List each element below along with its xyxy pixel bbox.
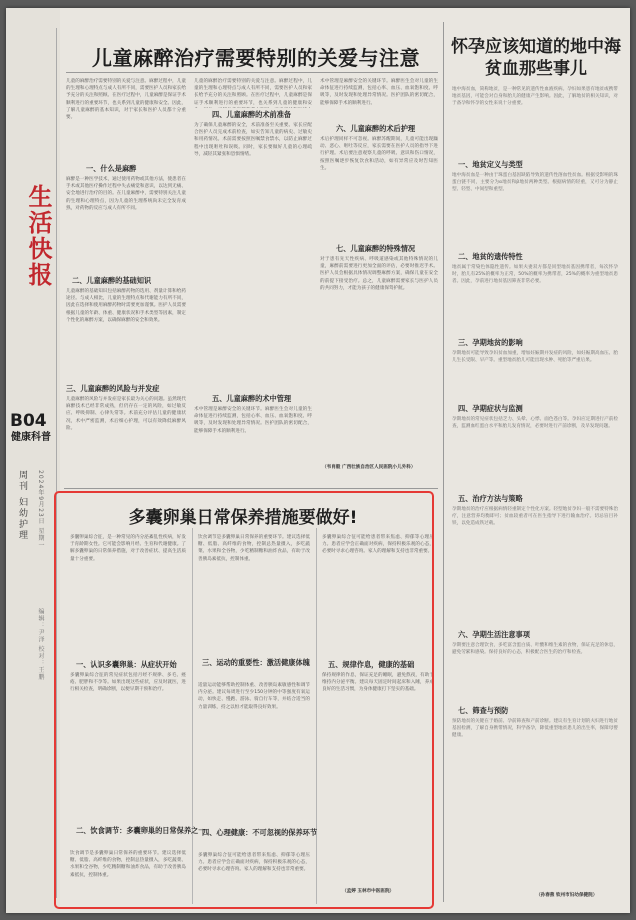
section-rule	[64, 488, 438, 489]
title-rule	[66, 72, 438, 73]
masthead-logo: 生活快报	[24, 184, 53, 288]
article1-para-1: 麻醉是一种医学技术，通过使用药物或其他方法，使患者在手术或其他医疗操作过程中失去痛觉和意识，以达到无痛、安全地进行治疗的目的。在儿童麻醉中，需要特别关注儿童的生理和心理特点，因为儿童的生理系统尚未完全发育成熟，对药物的反应与成人有所不同。	[66, 177, 186, 211]
article2-subhead-6: 六、孕期生活注意事项	[458, 630, 530, 639]
article3-intro: 多囊卵巢综合征，是一种常见的内分泌紊乱性疾病，好发于育龄期女性。它可能会影响月经、生育和代谢健康。了解多囊卵巢的日常保养措施，对于改善症状、提高生活质量十分重要。	[70, 535, 186, 562]
article2-subhead-4: 四、孕期症状与监测	[458, 404, 523, 413]
article1-para-5: 术中管理是麻醉安全的关键环节。麻醉医生会对儿童的生命体征进行持续监测，包括心率、血压、血氧饱和度、呼吸等，及时发现和处理异常情况。医护团队的密切配合，能够保障手术的顺利进行。	[194, 407, 312, 434]
issue-date: 2024年9月23日 星期一	[37, 470, 44, 549]
article3-col2-top: 饮食调节是多囊卵巢日常保养的重要环节。建议选择低糖、低脂、高纤维的食物，控制总热量摄入，多吃蔬菜、水果和全谷物，少吃精制糖和油炸食品，有助于改善胰岛素抵抗，控制体重。	[198, 535, 310, 562]
article2-subhead-1: 一、地贫定义与类型	[458, 160, 523, 169]
article1-para-2: 儿童麻醉的基础知识包括麻醉药物的选用、剂量计算和给药途径。与成人相比，儿童的生理特点和代谢能力有所不同，因此在选择和使用麻醉药物时需要更加谨慎。医护人员需要根据儿童的年龄、体重、健康状况和手术类型等因素，制定个性化的麻醉方案，以确保麻醉的安全和效果。	[66, 289, 186, 323]
weekly-text: 周刊	[17, 470, 27, 492]
article3-title: 多囊卵巢日常保养措施要做好!	[128, 508, 358, 528]
article3-subhead-4: 四、心理健康：不可忽视的保养环节	[202, 828, 318, 837]
article3-subhead-3: 三、运动的重要性：激活健康体魄	[202, 658, 310, 667]
article1-title: 儿童麻醉治疗需要特别的关爱与注意	[92, 46, 420, 70]
article3-para-1: 多囊卵巢综合征的常见症状包括月经不规律、多毛、痤疮、肥胖和不孕等。如果出现这些症状，应及时就医，进行相关检查，明确诊断，以便早期干预和治疗。	[70, 673, 186, 693]
article1-col3-top: 术中管理是麻醉安全的关键环节。麻醉医生会对儿童的生命体征进行持续监测，包括心率、血压、血氧饱和度、呼吸等，及时发现和处理异常情况。医护团队的密切配合，能够保障手术的顺利进行。	[320, 79, 438, 106]
article1-subhead-4: 四、儿童麻醉的术前准备	[212, 110, 292, 119]
section-name: 健康科普	[11, 432, 51, 443]
article2-author: （孙春燕 钦州市妇幼保健院）	[536, 893, 598, 898]
article1-col2-top: 儿童的麻醉治疗需要特别的关爱与注意。麻醉过程中，儿童的生理和心理特点与成人有所不同，需要医护人员和家长给予充分的关注和照顾。在医疗过程中，儿童麻醉是保证手术顺利进行的重要环节，也关系到儿童的健康和安	[194, 79, 312, 106]
weekly-label	[16, 470, 29, 541]
article3-para-4: 多囊卵巢综合征可能给患者带来焦虑、抑郁等心理压力。患者应学会正确面对疾病，保持积极乐观的心态，必要时寻求心理咨询。家人的理解和支持也非常重要。	[198, 853, 310, 873]
article2-title: 怀孕应该知道的地中海贫血那些事儿	[451, 37, 621, 79]
article2-para-6: 孕期要注意合理饮食，多吃富含蛋白质、叶酸和维生素的食物，保证充足的休息，避免劳累和感染。保持良好的心态，积极配合医生的治疗和检查。	[452, 643, 618, 656]
article1-subhead-5: 五、儿童麻醉的术中管理	[212, 394, 292, 403]
article2-para-2: 地贫属于常染色体隐性遗传。如果夫妻双方都是同型地贫基因携带者，每次怀孕时，胎儿有25%的概率为正常，50%的概率为携带者，25%的概率为重型地贫患者。因此，孕前进行地贫基因筛查非常必要。	[452, 265, 618, 285]
article2-subhead-5: 五、治疗方法与策略	[458, 494, 523, 503]
article1-subhead-1: 一、什么是麻醉	[86, 164, 137, 173]
editor-credit: 编辑：尹泽 校对：王鹏	[37, 608, 44, 681]
article3-para-5: 保持规律的作息，保证充足的睡眠，避免熬夜，有助于维持内分泌平衡。建议每天固定时间起床和入睡，养成良好的生活习惯，为身体健康打下坚实的基础。	[322, 673, 434, 693]
column-text: 妇幼护理	[17, 496, 27, 541]
article2-subhead-2: 二、地贫的遗传特性	[458, 252, 523, 261]
article3-subhead-2: 二、饮食调节：多囊卵巢的日常保养之一	[76, 826, 206, 835]
article1-para-6: 术后护理同样不可忽视。麻醉苏醒期间，儿童可能出现躁动、恶心、呕吐等反应，家长需要在医护人员的指导下进行护理。术后要注意观察儿童的呼吸、意识和伤口情况，按照医嘱逐步恢复饮食和活动，如有异常应及时告知医生。	[320, 137, 438, 171]
article1-para-7: 对于患有先天性疾病、呼吸道感染或其他特殊情况的儿童，麻醉前需要进行更加全面的评估，必要时推迟手术。医护人员会根据具体情况调整麻醉方案，确保儿童在安全的前提下接受治疗。总之，儿童麻醉需要家长与医护人员的共同努力，才能为孩子的健康保驾护航。	[320, 257, 438, 291]
article3-author: （孟婷 玉林市中医医院）	[342, 889, 395, 894]
article1-author: （韦肖毅 广西壮族自治区人民医院小儿外科）	[322, 465, 416, 470]
article1-subhead-7: 七、儿童麻醉的特殊情况	[336, 244, 416, 253]
article2-para-1: 地中海贫血是一种由于珠蛋白基因缺陷导致的遗传性溶血性贫血。根据受影响的珠蛋白链不同，主要分为α地贫和β地贫两种类型。根据病情的轻重，又可分为静止型、轻型、中间型和重型。	[452, 173, 618, 193]
article2-para-7: 预防地贫的关键在于婚前、孕前筛查和产前诊断。建议有生育计划的夫妇进行地贫基因检测，了解自身携带情况，科学备孕，降低重型地贫患儿的出生率，保障母婴健康。	[452, 719, 618, 739]
article3-subhead-5: 五、规律作息，健康的基础	[328, 660, 415, 669]
article3-para-3: 适量运动能够帮助控制体重、改善胰岛素敏感性和调节内分泌。建议每周进行至少150分钟的中等强度有氧运动，如快走、慢跑、游泳、骑自行车等，并结合适当的力量训练，持之以恒才能取得良好效果。	[198, 683, 310, 710]
article2-para-4: 孕期地贫的常见症状包括乏力、头晕、心悸、面色苍白等。孕妇应定期进行产前检查，监测血红蛋白水平和胎儿发育情况，必要时进行产前诊断，及早发现问题。	[452, 417, 618, 430]
article1-subhead-6: 六、儿童麻醉的术后护理	[336, 124, 416, 133]
article1-subhead-3: 三、儿童麻醉的风险与并发症	[66, 384, 160, 393]
article1-para-3: 儿童麻醉的风险与并发症是家长最为关心的问题。虽然现代麻醉技术已经非常成熟，但仍存在一定的风险，如过敏反应、呼吸抑制、心律失常等。术前充分评估儿童的健康状况，术中严密监测，术后细心护理，可以有效降低麻醉风险。	[66, 397, 186, 431]
column-divider	[443, 22, 444, 902]
article1-subhead-2: 二、儿童麻醉的基础知识	[72, 276, 152, 285]
page-number: B04	[10, 411, 47, 431]
article1-para-4: 为了确保儿童麻醉的安全，术前准备至关重要。家长应配合医护人员完成术前检查，如实告知儿童的病史、过敏史和用药情况。术前需要按照医嘱禁食禁水，以防止麻醉过程中出现呕吐和误吸。同时，家长要做好儿童的心理疏导，减轻其紧张和恐惧情绪。	[194, 123, 312, 157]
highlight-box	[54, 491, 434, 909]
article2-subhead-3: 三、孕期地贫的影响	[458, 338, 523, 347]
article3-subhead-1: 一、认识多囊卵巢：从症状开始	[76, 660, 177, 669]
article2-para-3: 孕期地贫可能导致孕妇贫血加重，增加妊娠期并发症的风险，如妊娠期高血压、胎儿生长受限、早产等。重型地贫胎儿可能出现水肿、死胎等严重后果。	[452, 351, 618, 364]
article3-col3-top: 多囊卵巢综合征可能给患者带来焦虑、抑郁等心理压力。患者应学会正确面对疾病，保持积极乐观的心态，必要时寻求心理咨询。家人的理解和支持也非常重要。	[322, 535, 434, 555]
article2-intro: 地中海贫血，简称地贫，是一种常见的遗传性血液疾病。孕妇如果患有地贫或携带地贫基因，可能会对自身和胎儿的健康产生影响。因此，了解地贫的相关知识，对于备孕和怀孕的女性来说十分重要。	[452, 87, 618, 107]
article2-para-5: 孕期地贫的治疗应根据病情轻重制定个性化方案。轻型地贫孕妇一般不需要特殊治疗，注意营养均衡即可；贫血较重者可在医生指导下进行输血治疗。切忌盲目补铁，以免造成铁过载。	[452, 507, 618, 527]
article1-intro: 儿童的麻醉治疗需要特别的关爱与注意。麻醉过程中，儿童的生理和心理特点与成人有所不同，需要医护人员和家长给予充分的关注和照顾。在医疗过程中，儿童麻醉是保证手术顺利进行的重要环节，也关系到儿童的健康和安全。因此，了解儿童麻醉的基本知识，对于家长和医护人员都十分重要。	[66, 79, 186, 121]
article3-para-2: 饮食调节是多囊卵巢日常保养的重要环节。建议选择低糖、低脂、高纤维的食物，控制总热量摄入，多吃蔬菜、水果和全谷物，少吃精制糖和油炸食品，有助于改善胰岛素抵抗，控制体重。	[70, 851, 186, 878]
masthead-strip	[6, 8, 60, 913]
article2-subhead-7: 七、筛查与预防	[458, 706, 509, 715]
